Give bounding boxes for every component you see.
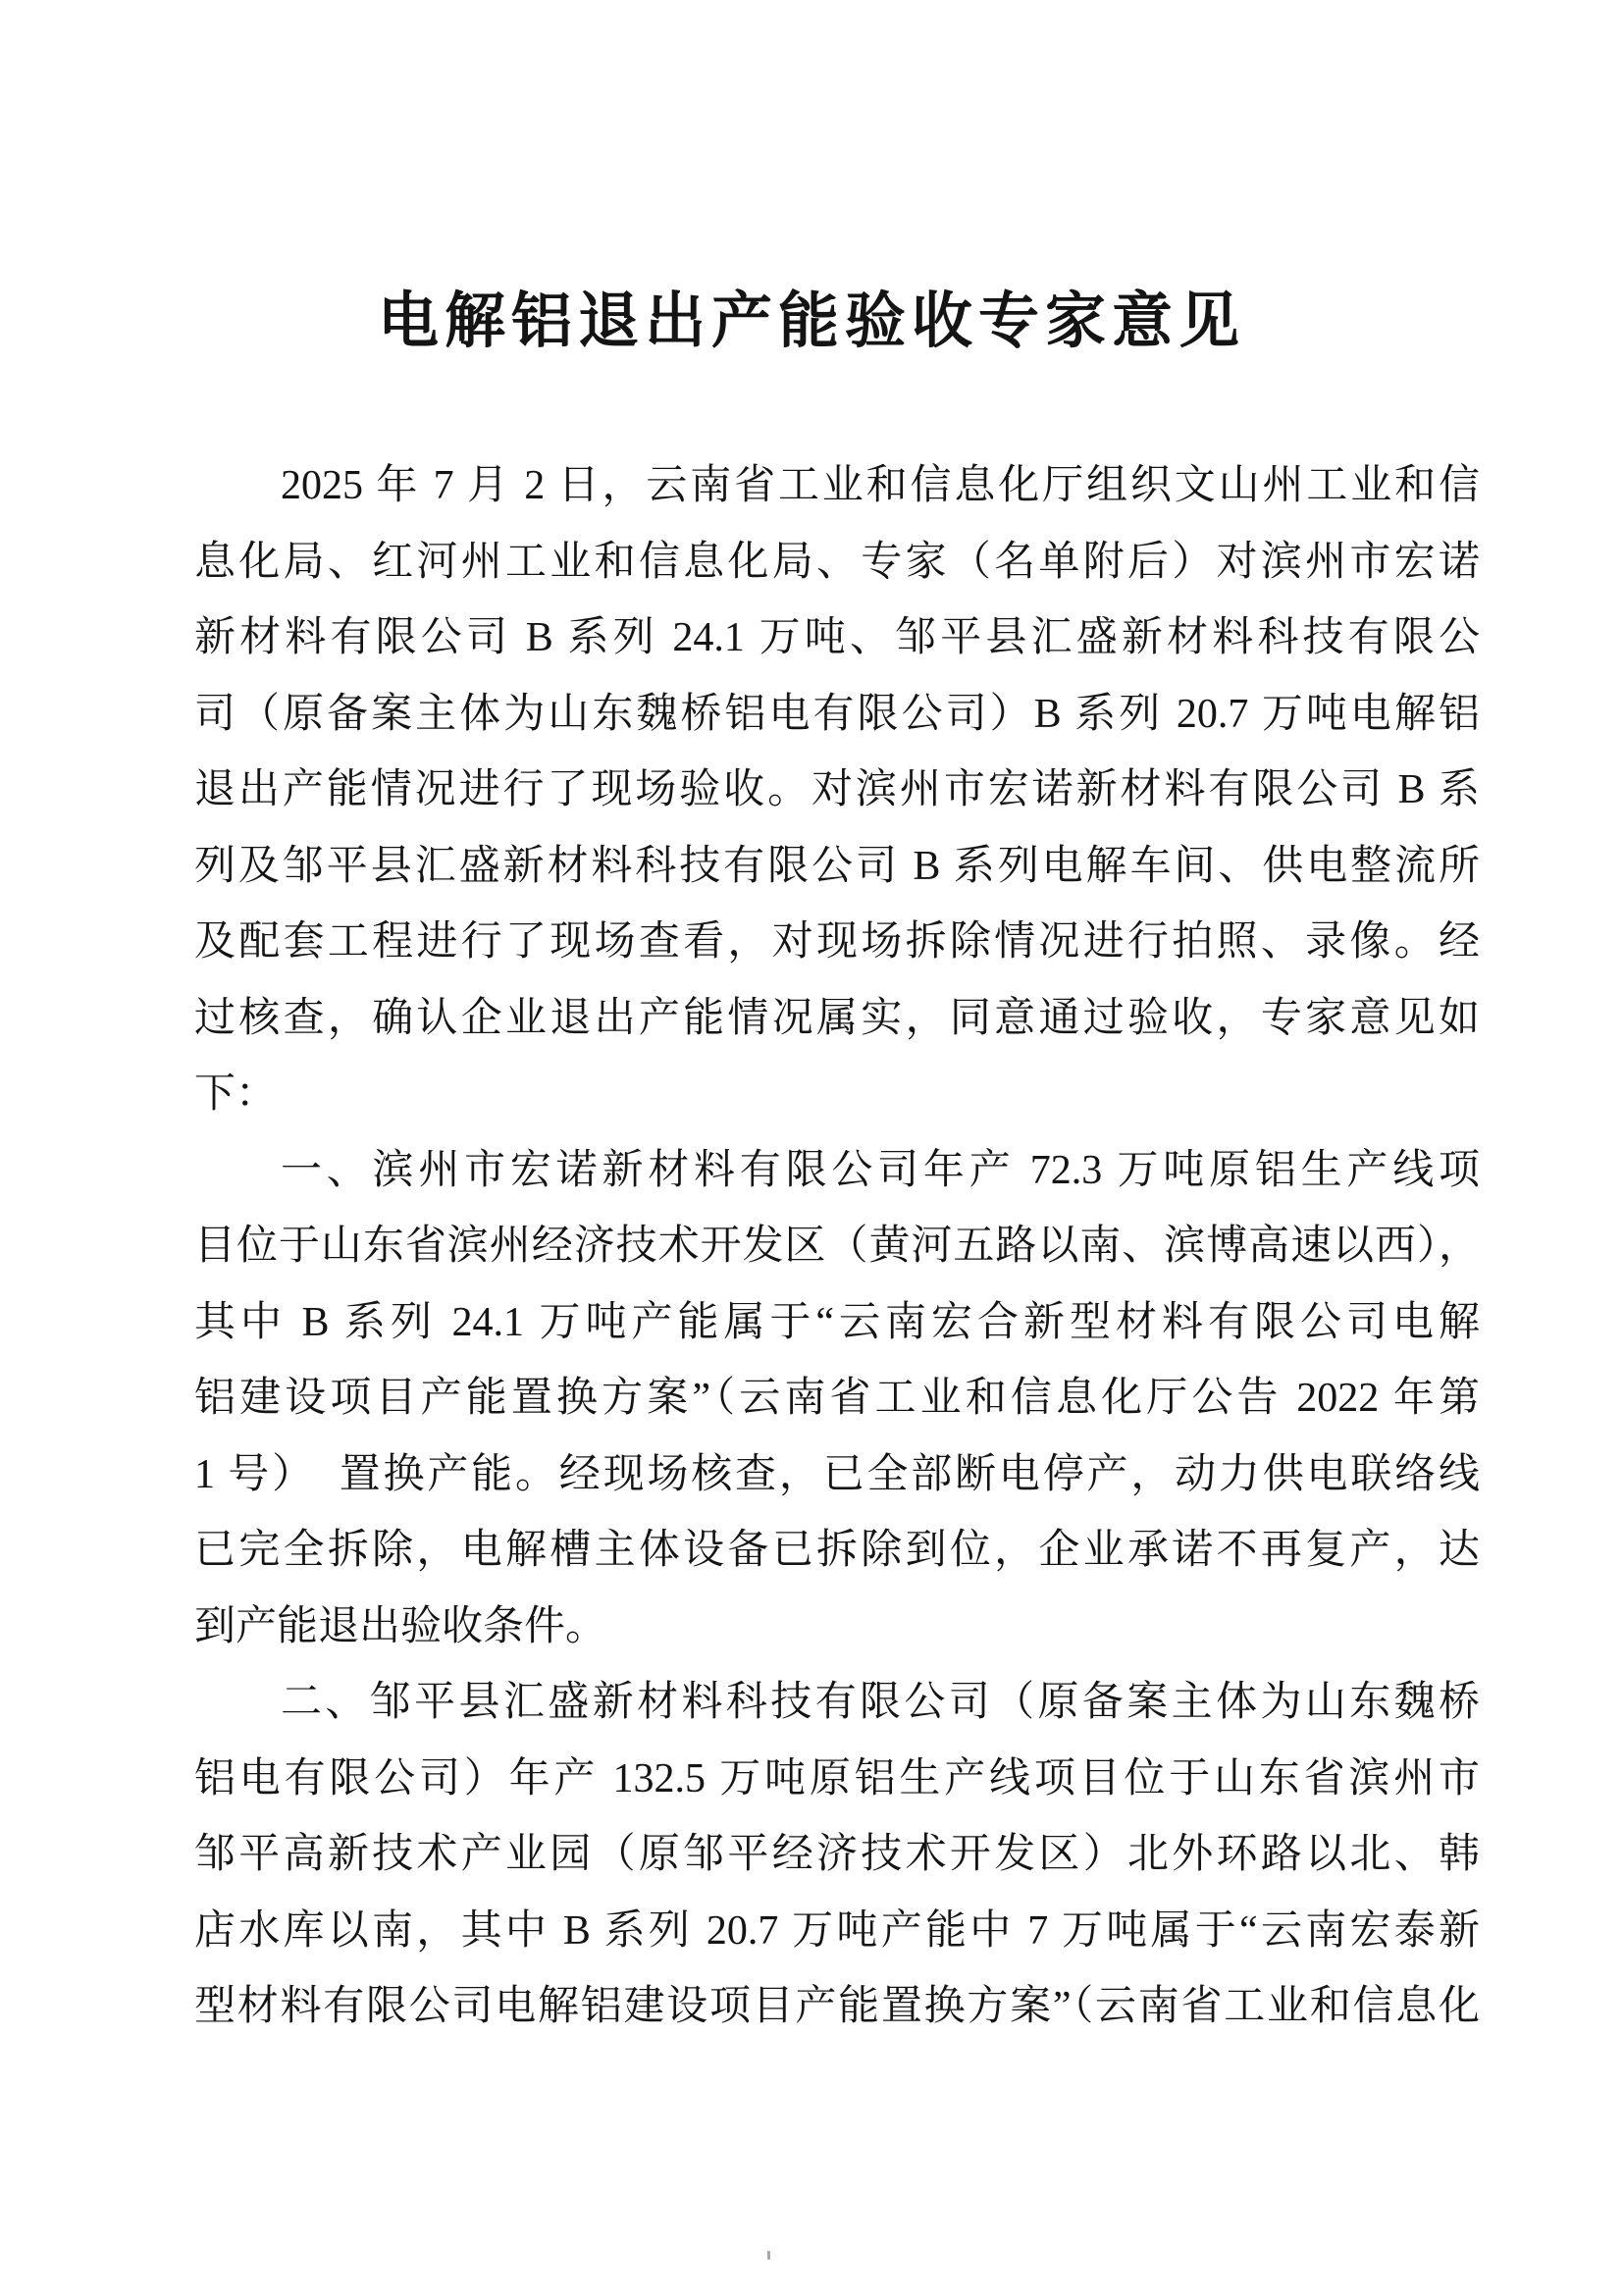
text-line: 邹平高新技术产业园（原邹平经济技术开发区）北外环路以北、韩 [194, 1832, 1480, 1877]
text-line: 2025 年 7 月 2 日，云南省工业和信息化厅组织文山州工业和信 [281, 463, 1480, 508]
text-line: 一、滨州市宏诺新材料有限公司年产 72.3 万吨原铝生产线项 [281, 1147, 1480, 1193]
text-line: 司（原备案主体为山东魏桥铝电有限公司）B 系列 20.7 万吨电解铝 [194, 691, 1480, 737]
text-line: 已完全拆除，电解槽主体设备已拆除到位，企业承诺不再复产，达 [194, 1528, 1480, 1573]
text-line: 二、邹平县汇盛新材料科技有限公司（原备案主体为山东魏桥 [281, 1680, 1480, 1725]
text-line: 过核查，确认企业退出产能情况属实，同意通过验收，专家意见如 [194, 995, 1480, 1041]
text-line: 1 号） 置换产能。经现场核查，已全部断电停产，动力供电联络线 [194, 1451, 1480, 1497]
text-line: 型材料有限公司电解铝建设项目产能置换方案”（云南省工业和信息化 [194, 1984, 1480, 2029]
text-line: 列及邹平县汇盛新材料科技有限公司 B 系列电解车间、供电整流所 [194, 843, 1480, 889]
text-line: 及配套工程进行了现场查看，对现场拆除情况进行拍照、录像。经 [194, 919, 1480, 965]
document-title: 电解铝退出产能验收专家意见 [377, 288, 1245, 355]
text-line: 下： [194, 1071, 278, 1117]
scan-artifact-speck [767, 2251, 770, 2260]
text-line: 到产能退出验收条件。 [194, 1603, 607, 1649]
text-line: 目位于山东省滨州经济技术开发区（黄河五路以南、滨博高速以西）， [194, 1224, 1480, 1269]
document-body [194, 448, 1480, 2046]
text-line: 铝电有限公司）年产 132.5 万吨原铝生产线项目位于山东省滨州市 [194, 1755, 1480, 1801]
text-line: 新材料有限公司 B 系列 24.1 万吨、邹平县汇盛新材料科技有限公 [194, 615, 1480, 660]
text-line: 退出产能情况进行了现场验收。对滨州市宏诺新材料有限公司 B 系 [194, 767, 1480, 812]
text-line: 铝建设项目产能置换方案”（云南省工业和信息化厅公告 2022 年第 [194, 1376, 1480, 1421]
text-line: 店水库以南，其中 B 系列 20.7 万吨产能中 7 万吨属于“云南宏泰新 [194, 1907, 1480, 1954]
text-line: 息化局、红河州工业和信息化局、专家（名单附后）对滨州市宏诺 [194, 539, 1480, 585]
text-line: 其中 B 系列 24.1 万吨产能属于“云南宏合新型材料有限公司电解 [194, 1299, 1480, 1345]
